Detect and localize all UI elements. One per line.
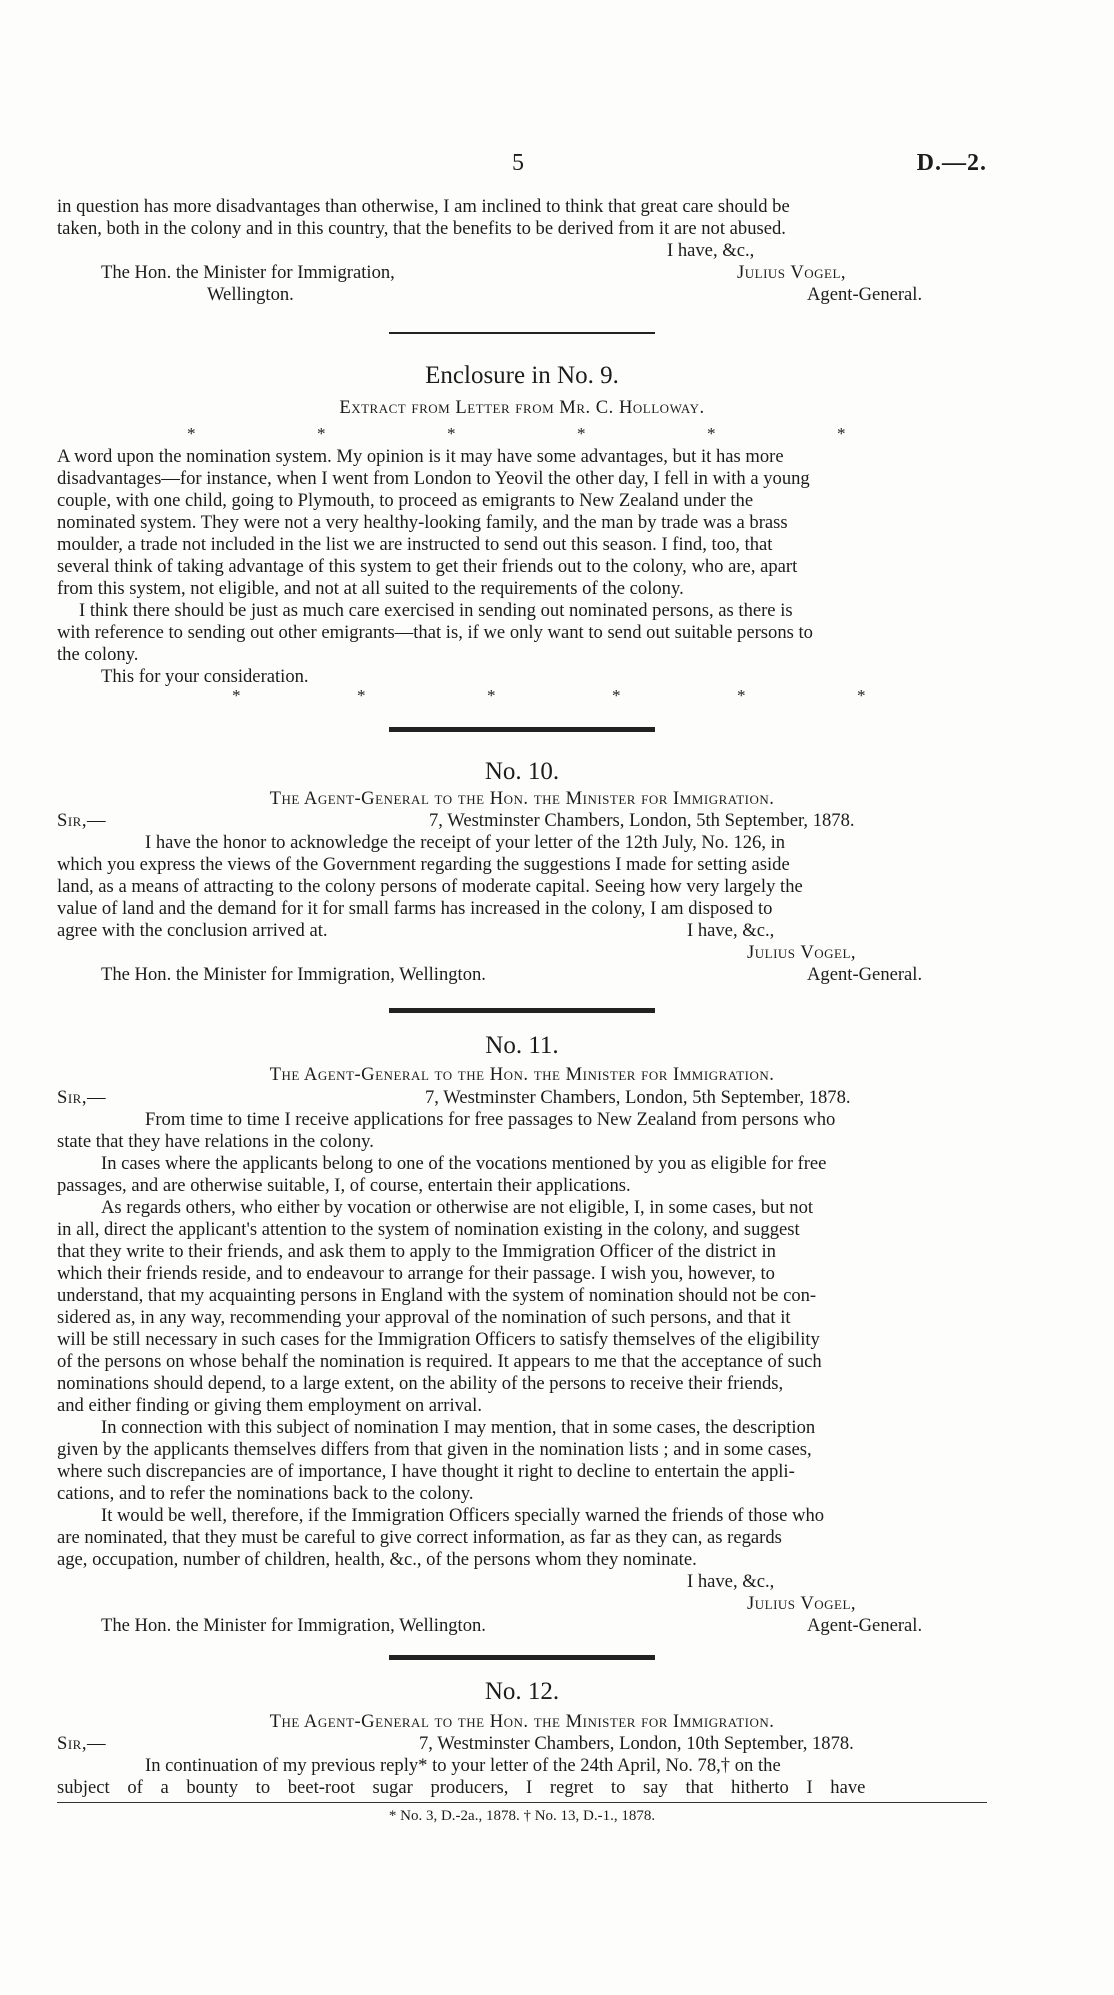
sender-address: 7, Westminster Chambers, London, 5th September, 1878. [429, 810, 855, 831]
letter-11-line: From time to time I receive applications for free passages to New Zealand from persons who [145, 1109, 836, 1130]
letter-11-subheading: The Agent-General to the Hon. the Minister for Immigration. [269, 1064, 775, 1085]
letter-11-line: In connection with this subject of nomination I may mention, that in some cases, the description [101, 1417, 816, 1438]
intro-line-2: taken, both in the colony and in this country, that the benefits to be derived from it are not abused. [57, 218, 786, 239]
letter-11-line: As regards others, who either by vocation or otherwise are not eligible, I, in some cases, but not [101, 1197, 814, 1218]
salutation: Sir,— [57, 1087, 107, 1108]
sender-address: 7, Westminster Chambers, London, 10th September, 1878. [419, 1733, 854, 1754]
letter-12-line: In continuation of my previous reply* to your letter of the 24th April, No. 78,† on the [145, 1755, 781, 1776]
letter-10-line: value of land and the demand for it for small farms has increased in the colony, I am disposed to [57, 898, 773, 919]
asterisk: * [612, 686, 621, 705]
letter-10-line: agree with the conclusion arrived at. [57, 920, 328, 941]
letter-11-line: will be still necessary in such cases for the Immigration Officers to satisfy themselves of the eligibility [57, 1329, 820, 1350]
page-header [57, 150, 987, 180]
sender-address: 7, Westminster Chambers, London, 5th September, 1878. [425, 1087, 851, 1108]
letter-10-line: I have the honor to acknowledge the receipt of your letter of the 12th July, No. 126, in [145, 832, 786, 853]
enclosure-line: couple, with one child, going to Plymouth, to proceed as emigrants to New Zealand under the [57, 490, 754, 511]
enclosure-line: from this system, not eligible, and not at all suited to the requirements of the colony. [57, 578, 684, 599]
letter-12-line: subject of a bounty to beet-root sugar producers, I regret to say that hitherto I have [57, 1777, 866, 1798]
asterisk: * [232, 686, 241, 705]
asterisk: * [357, 686, 366, 705]
enclosure-line: A word upon the nomination system. My opinion is it may have some advantages, but it has more [57, 446, 784, 467]
letter-12-subheading: The Agent-General to the Hon. the Minister for Immigration. [269, 1711, 775, 1732]
salutation: Sir,— [57, 1733, 107, 1754]
asterisk: * [447, 424, 456, 443]
enclosure-line: several think of taking advantage of this system to get their friends out to the colony, who are, apart [57, 556, 798, 577]
letter-11-line: In cases where the applicants belong to one of the vocations mentioned by you as eligible for free [101, 1153, 827, 1174]
enclosure-line: moulder, a trade not included in the list we are instructed to send out this season. I find, too, that [57, 534, 773, 555]
letter-11-line: cations, and to refer the nominations back to the colony. [57, 1483, 474, 1504]
signature-name: Julius Vogel, [737, 262, 847, 283]
letter-10-heading: No. 10. [484, 758, 560, 785]
letter-11-line: which their friends reside, and to endeavour to arrange for their passage. I wish you, however, to [57, 1263, 775, 1284]
asterisk: * [707, 424, 716, 443]
enclosure-line: with reference to sending out other emigrants—that is, if we only want to send out suitable persons to [57, 622, 813, 643]
addressee: The Hon. the Minister for Immigration, [101, 262, 395, 283]
enclosure-line: nominated system. They were not a very healthy-looking family, and the man by trade was a brass [57, 512, 788, 533]
enclosure-line: the colony. [57, 644, 139, 665]
asterisk: * [737, 686, 746, 705]
letter-12-heading: No. 12. [484, 1678, 560, 1705]
letter-11-line: where such discrepancies are of importance, I have thought it right to decline to entertain the appli- [57, 1461, 795, 1482]
closing: I have, &c., [667, 240, 755, 261]
signature-name: Julius Vogel, [747, 1593, 857, 1614]
asterisk: * [837, 424, 846, 443]
intro-line-1: in question has more disadvantages than otherwise, I am inclined to think that great care should be [57, 196, 790, 217]
letter-11-line: It would be well, therefore, if the Immigration Officers specially warned the friends of those who [101, 1505, 825, 1526]
letter-11-line: given by the applicants themselves differs from that given in the nomination lists ; and in some cases, [57, 1439, 812, 1460]
letter-11-line: passages, and are otherwise suitable, I, of course, entertain their applications. [57, 1175, 631, 1196]
letter-10-subheading: The Agent-General to the Hon. the Minister for Immigration. [269, 788, 775, 809]
letter-10-line: which you express the views of the Government regarding the suggestions I made for setting aside [57, 854, 790, 875]
document-reference: D.—2. [916, 150, 987, 176]
section-rule [389, 1008, 655, 1013]
enclosure-line: This for your consideration. [101, 666, 309, 687]
signature-title: Agent-General. [807, 1615, 923, 1636]
section-rule [389, 727, 655, 732]
enclosure-heading: Enclosure in No. 9. [425, 362, 619, 389]
letter-11-line: that they write to their friends, and ask them to apply to the Immigration Officer of the district in [57, 1241, 776, 1262]
enclosure-subheading: Extract from Letter from Mr. C. Holloway. [339, 397, 705, 418]
letter-11-line: state that they have relations in the colony. [57, 1131, 374, 1152]
addressee-place: Wellington. [207, 284, 294, 305]
letter-11-line: are nominated, that they must be careful to give correct information, as far as they can, as regards [57, 1527, 782, 1548]
page-number: 5 [512, 150, 524, 176]
closing: I have, &c., [687, 1571, 775, 1592]
section-rule [389, 1655, 655, 1660]
asterisk: * [857, 686, 866, 705]
addressee: The Hon. the Minister for Immigration, Wellington. [101, 1615, 486, 1636]
signature-title: Agent-General. [807, 284, 923, 305]
letter-11-line: understand, that my acquainting persons in England with the system of nomination should not be con- [57, 1285, 817, 1306]
salutation: Sir,— [57, 810, 107, 831]
letter-11-line: nominations should depend, to a large extent, on the ability of the persons to receive their friends, [57, 1373, 784, 1394]
letter-11-heading: No. 11. [485, 1032, 559, 1059]
closing: I have, &c., [687, 920, 775, 941]
letter-11-line: and either finding or giving them employment on arrival. [57, 1395, 482, 1416]
letter-11-line: of the persons on whose behalf the nomination is required. It appears to me that the acceptance of such [57, 1351, 822, 1372]
document-page [57, 0, 987, 1995]
footnote-rule [57, 1802, 987, 1803]
letter-11-line: in all, direct the applicant's attention to the system of nomination existing in the colony, and suggest [57, 1219, 800, 1240]
signature-title: Agent-General. [807, 964, 923, 985]
letter-11-line: sidered as, in any way, recommending your approval of the nomination of such persons, and that it [57, 1307, 791, 1328]
footnote: * No. 3, D.-2a., 1878. † No. 13, D.-1., 1878. [388, 1808, 656, 1824]
enclosure-line: disadvantages—for instance, when I went from London to Yeovil the other day, I fell in with a young [57, 468, 810, 489]
section-rule [389, 332, 655, 334]
letter-11-line: age, occupation, number of children, health, &c., of the persons whom they nominate. [57, 1549, 697, 1570]
signature-name: Julius Vogel, [747, 942, 857, 963]
addressee: The Hon. the Minister for Immigration, Wellington. [101, 964, 486, 985]
asterisk: * [577, 424, 586, 443]
asterisk: * [317, 424, 326, 443]
asterisk: * [187, 424, 196, 443]
asterisk: * [487, 686, 496, 705]
enclosure-line: I think there should be just as much care exercised in sending out nominated persons, as there is [79, 600, 793, 621]
letter-10-line: land, as a means of attracting to the colony persons of moderate capital. Seeing how very largely the [57, 876, 803, 897]
